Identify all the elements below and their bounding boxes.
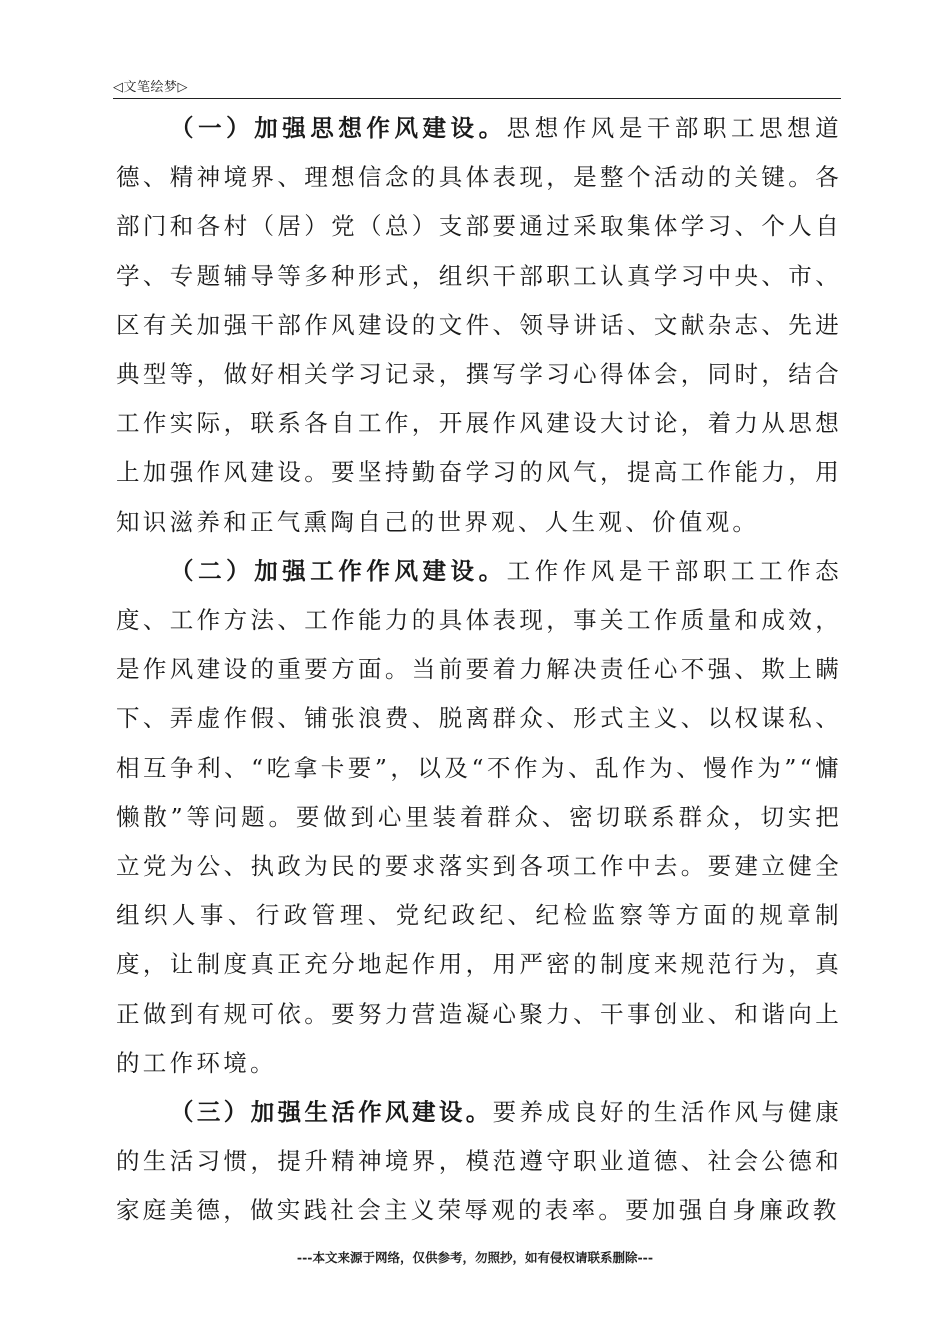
header-title: ◁文笔绘梦▷: [113, 80, 188, 95]
paragraph-work-style: [116, 547, 842, 1088]
paragraph-life-style: [116, 1088, 842, 1236]
paragraph-thought-style: [116, 104, 842, 547]
paragraph-heading: （一）加强思想作风建设。: [170, 114, 507, 142]
paragraph-text: 工作作风是干部职工工作态度、工作方法、工作能力的具体表现，事关工作质量和成效，是作风建设的重要方面。当前要着力解决责任心不强、欺上瞒下、弄虚作假、铺张浪费、脱离群众、形式主义、以权谋私、相互争利、“吃拿卡要”，以及“不作为、乱作为、慢作为”“慵懒散”等问题。要做到心里装着群众、密切联系群众，切实把立党为公、执政为民的要求落实到各项工作中去。要建立健全组织人事、行政管理、党纪政纪、纪检监察等方面的规章制度，让制度真正充分地起作用，用严密的制度来规范行为，真正做到有规可依。要努力营造凝心聚力、干事创业、和谐向上的工作环境。: [116, 556, 842, 1077]
paragraph-heading: （三）加强生活作风建设。: [170, 1098, 493, 1127]
paragraph-heading: （二）加强工作作风建设。: [170, 556, 507, 585]
paragraph-text: 要养成良好的生活作风与健康的生活习惯，提升精神境界，模范遵守职业道德、社会公德和家庭美德，做实践社会主义荣辱观的表率。要加强自身廉政教: [116, 1098, 842, 1225]
document-body: [116, 104, 842, 1236]
paragraph-text: 思想作风是干部职工思想道德、精神境界、理想信念的具体表现，是整个活动的关键。各部门和各村（居）党（总）支部要通过采取集体学习、个人自学、专题辅导等多种形式，组织干部职工认真学习中央、市、区有关加强干部作风建设的文件、领导讲话、文献杂志、先进典型等，做好相关学习记录，撰写学习心得体会，同时，结合工作实际，联系各自工作，开展作风建设大讨论，着力从思想上加强作风建设。要坚持勤奋学习的风气，提高工作能力，用知识滋养和正气熏陶自己的世界观、人生观、价值观。: [116, 114, 842, 536]
page-header: [113, 74, 841, 99]
page-footer-disclaimer: ---本文来源于网络，仅供参考，勿照抄，如有侵权请联系删除---: [296, 1250, 654, 1265]
